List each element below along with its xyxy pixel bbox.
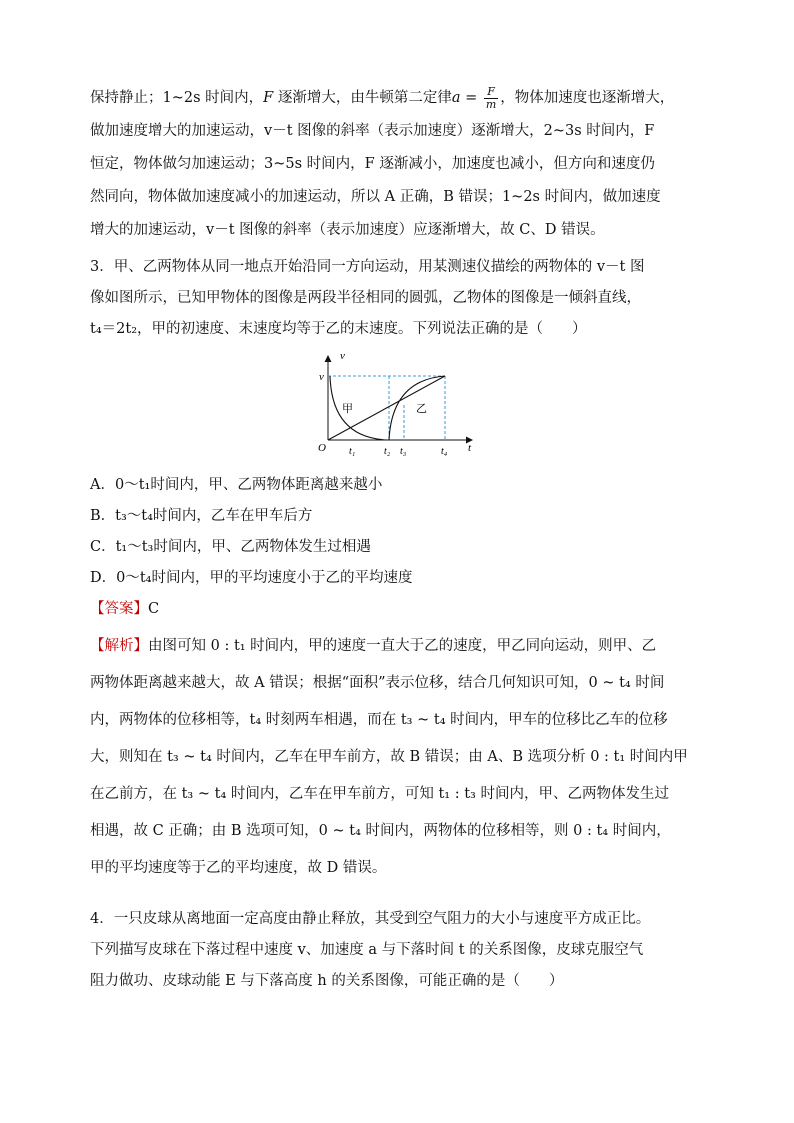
question-line: t₄＝2t₂，甲的初速度、末速度均等于乙的末速度。下列说法正确的是（ ）	[90, 321, 587, 337]
v-label: v	[319, 371, 324, 383]
question-3-analysis	[90, 628, 706, 887]
question-line: 下列描写皮球在下落过程中速度 v、加速度 a 与下落时间 t 的关系图像，皮球克服空气	[90, 942, 644, 958]
option-c: C．t₁～t₃时间内，甲、乙两物体发生过相遇	[90, 539, 371, 555]
option-b: B．t₃～t₄时间内，乙车在甲车后方	[90, 508, 313, 524]
y-axis-label: v	[340, 350, 345, 362]
solution-line: 增大的加速运动，v－t 图像的斜率（表示加速度）应逐渐增大，故 C、D 错误。	[90, 222, 605, 238]
analysis-line: 大，则知在 t₃ ~ t₄ 时间内，乙车在甲车前方，故 B 错误；由 A、B 选项分析 0 : t₁ 时间内甲	[90, 749, 688, 765]
t4-label: t₄	[441, 446, 448, 457]
jia-arc-1	[330, 376, 388, 440]
solution-line: 然同向，物体做加速度减小的加速运动，所以 A 正确，B 错误；1~2s 时间内，做加速度	[90, 189, 661, 205]
t2-label: t₂	[384, 446, 391, 457]
question-4-stem	[90, 904, 706, 997]
origin-label: O	[318, 442, 326, 454]
analysis-line: 甲的平均速度等于乙的平均速度，故 D 错误。	[90, 860, 387, 876]
solution-line: 恒定，物体做匀加速运动；3~5s 时间内，F 逐渐减小，加速度也减小，但方向和速度仍	[90, 156, 655, 172]
option-d: D．0～t₄时间内，甲的平均速度小于乙的平均速度	[90, 570, 413, 586]
solution-line: 做加速度增大的加速运动，v－t 图像的斜率（表示加速度）逐渐增大，2~3s 时间内，F	[90, 123, 655, 139]
question-line: 阻力做功、皮球动能 E 与下落高度 h 的关系图像，可能正确的是（ ）	[90, 973, 564, 989]
formula-lhs: a	[451, 90, 461, 106]
t1-label: t₁	[349, 446, 356, 457]
analysis-line: 在乙前方，在 t₃ ~ t₄ 时间内，乙车在甲车前方，可知 t₁ : t₃ 时间内，甲、乙两物体发生过	[90, 786, 669, 802]
jia-label: 甲	[342, 402, 353, 415]
question-line: 像如图所示，已知甲物体的图像是两段半径相同的圆弧，乙物体的图像是一倾斜直线，	[90, 290, 641, 306]
analysis-line: 【解析】由图可知 0 : t₁ 时间内，甲的速度一直大于乙的速度，甲乙同向运动，则甲、乙	[90, 638, 657, 654]
previous-solution	[90, 82, 706, 247]
question-line: 4．一只皮球从离地面一定高度由静止释放，其受到空气阻力的大小与速度平方成正比。	[90, 911, 651, 927]
t3-label: t₃	[400, 446, 407, 457]
x-axis-label: t	[468, 442, 472, 454]
question-line: 3．甲、乙两物体从同一地点开始沿同一方向运动，用某测速仪描绘的两物体的 v－t 图	[90, 259, 645, 275]
analysis-line: 内，两物体的位移相等，t₄ 时刻两车相遇，而在 t₃ ~ t₄ 时间内，甲车的位移比乙车的位移	[90, 712, 668, 728]
answer-tag: 【答案】	[90, 601, 148, 617]
option-a: A．0～t₁时间内，甲、乙两物体距离越来越小	[90, 477, 383, 493]
newton-fraction: $\frac{F}{m}$	[485, 84, 497, 111]
solution-line: 保持静止；1~2s 时间内，F 逐渐增大，由牛顿第二定律a = $\frac{F}{m}$ ，物体加速度也逐渐增大，	[90, 84, 675, 111]
answer-line	[90, 594, 706, 625]
yi-label: 乙	[416, 402, 427, 415]
question-3-stem	[90, 252, 706, 345]
vt-graph	[308, 350, 478, 460]
analysis-line: 相遇，故 C 正确；由 B 选项可知，0 ~ t₄ 时间内，两物体的位移相等，则 0 : t₄ 时间内，	[90, 823, 671, 839]
answer-value: C	[148, 601, 160, 617]
question-3-options	[90, 470, 706, 625]
analysis-line: 两物体距离越来越大，故 A 错误；根据“面积”表示位移，结合几何知识可知，0 ~ t₄ 时间	[90, 675, 665, 691]
analysis-tag: 【解析】	[90, 638, 148, 654]
